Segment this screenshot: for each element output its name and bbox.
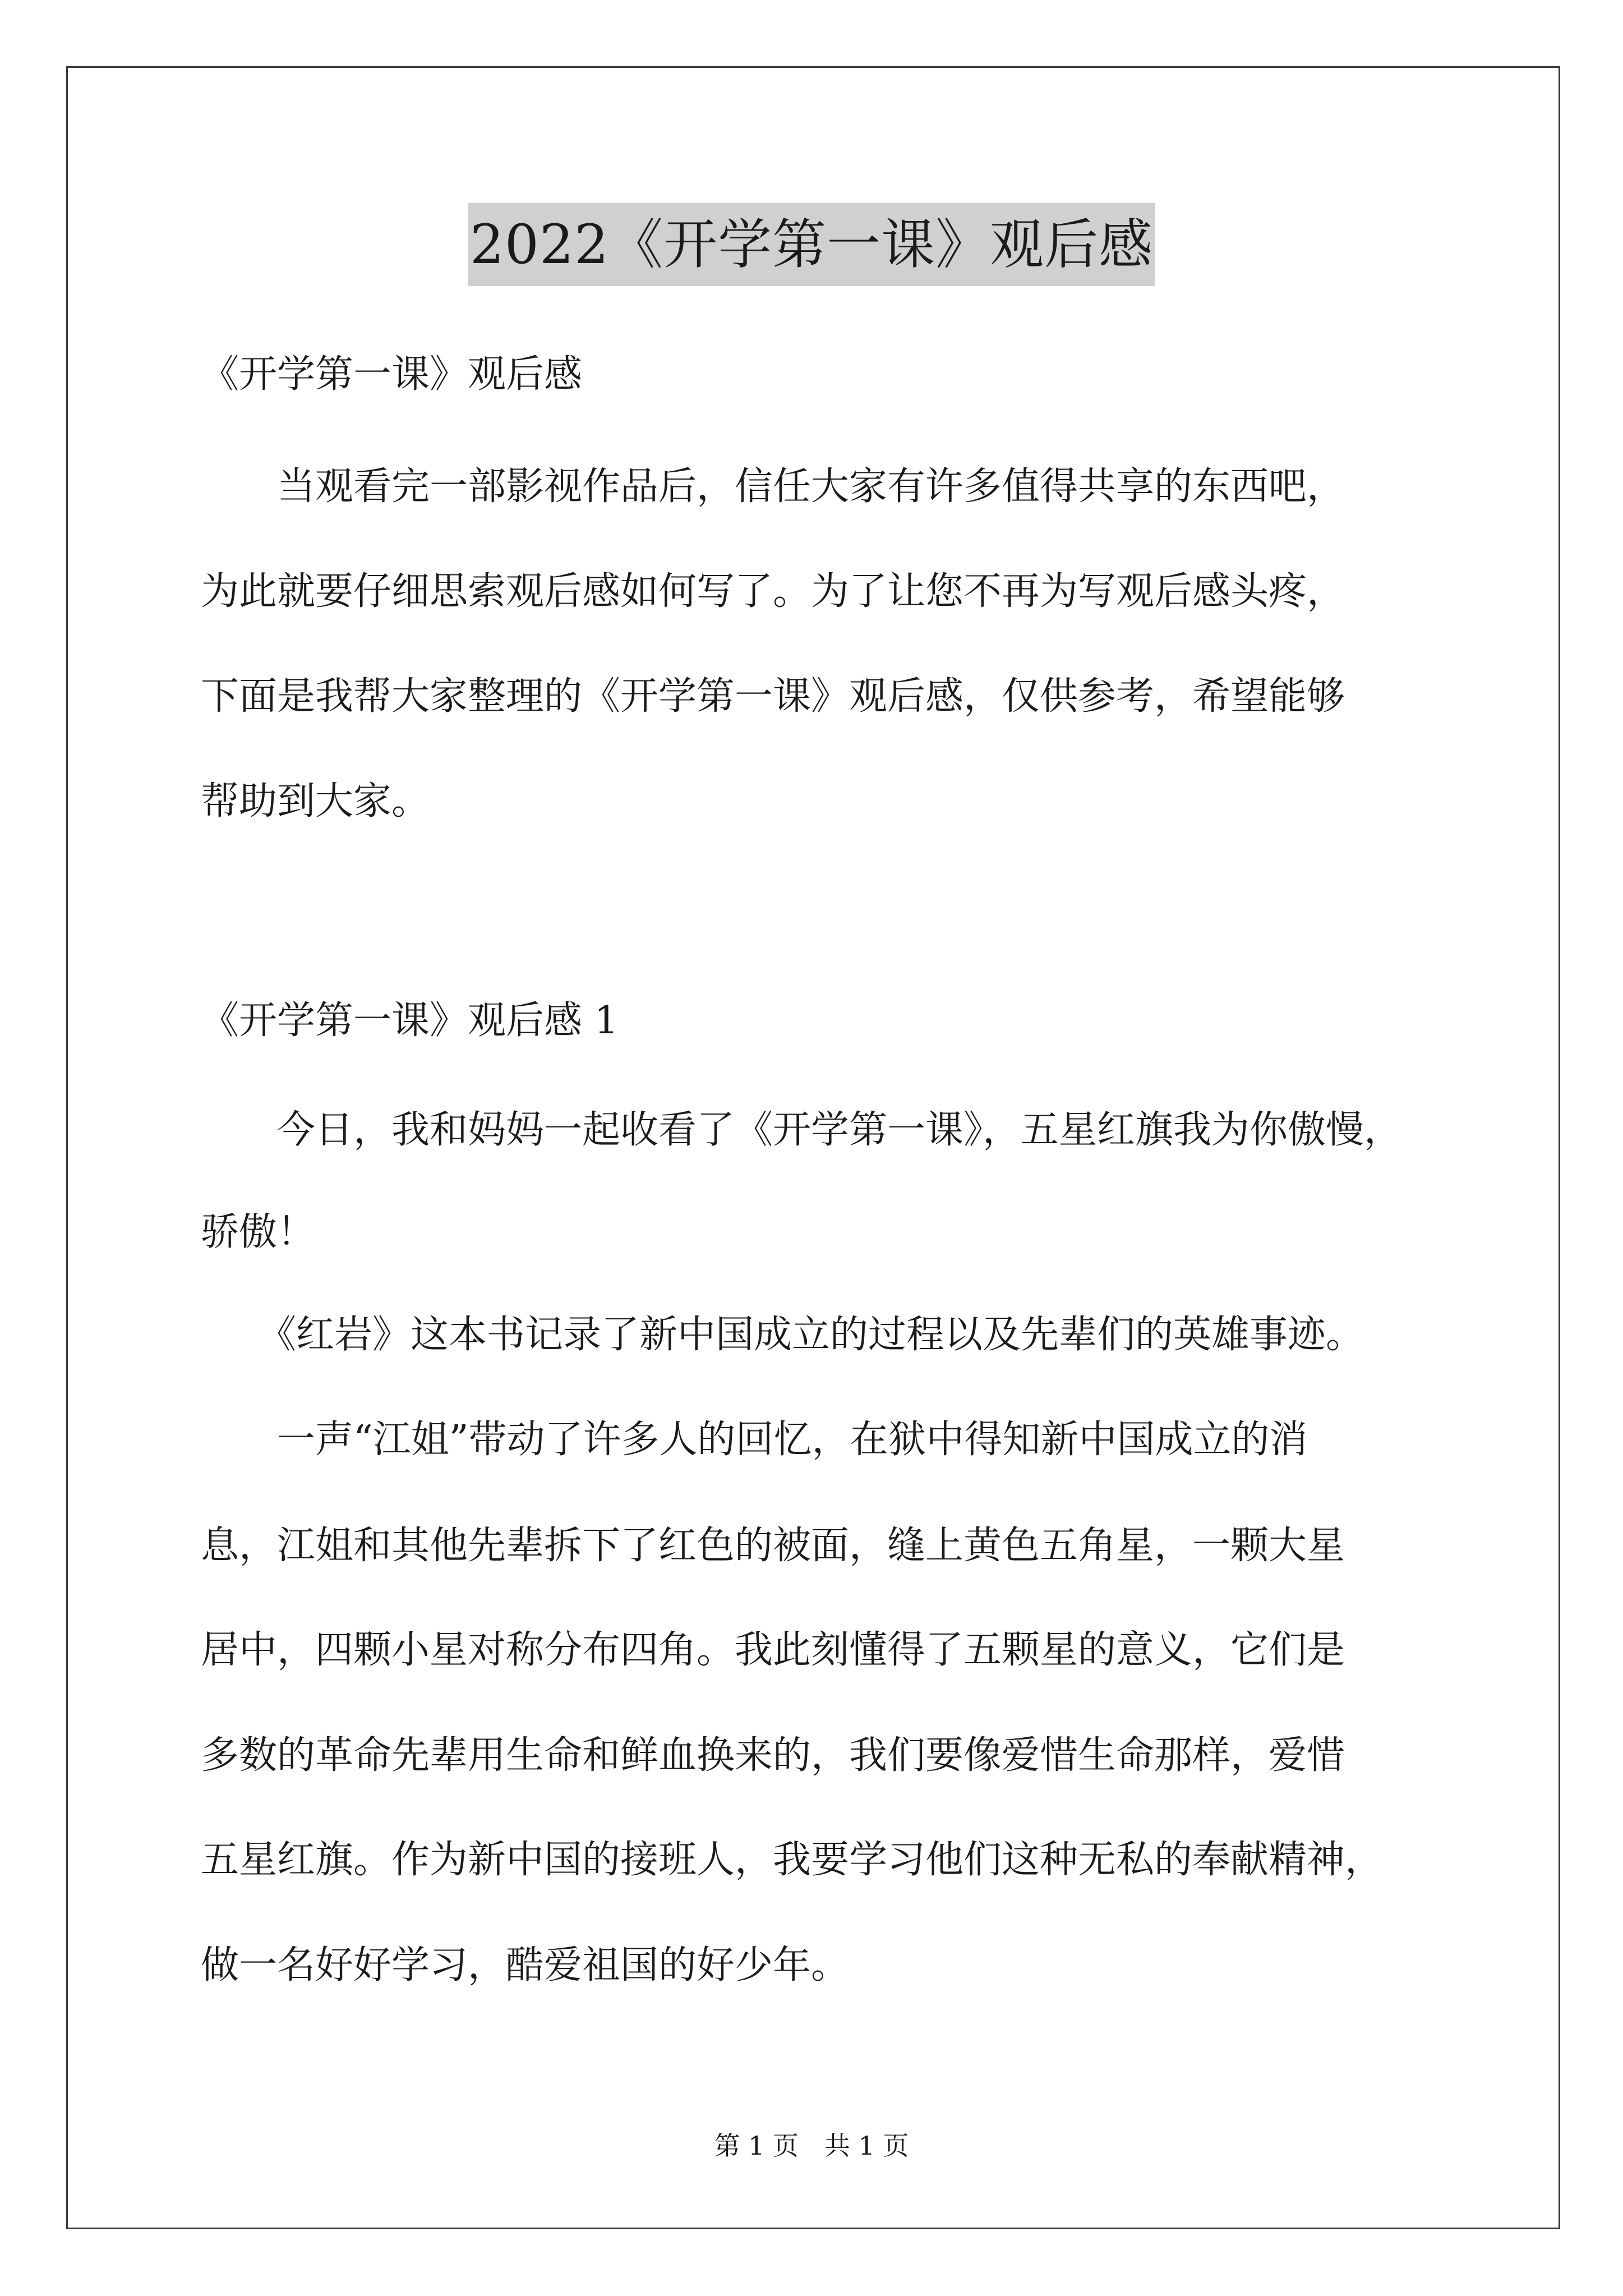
section1-line-2: 骄傲！ xyxy=(201,1210,316,1254)
intro-line-3: 下面是我帮大家整理的《开学第一课》观后感，仅供参考，希望能够 xyxy=(201,674,1345,719)
section1-heading: 《开学第一课》观后感 1 xyxy=(201,999,619,1043)
section1-line-9: 做一名好好学习，酷爱祖国的好少年。 xyxy=(201,1943,850,1987)
page-footer: 第 1 页 共 1 页 xyxy=(714,2131,909,2161)
document-title: 2022《开学第一课》观后感 xyxy=(468,203,1155,286)
section1-line-4: 一声“江姐”带动了许多人的回忆，在狱中得知新中国成立的消 xyxy=(201,1418,1308,1462)
title-container xyxy=(0,203,1623,286)
section1-line-3: 《红岩》这本书记录了新中国成立的过程以及先辈们的英雄事迹。 xyxy=(201,1313,1364,1357)
intro-heading: 《开学第一课》观后感 xyxy=(201,352,583,397)
section1-line-8: 五星红旗。作为新中国的接班人，我要学习他们这种无私的奉献精神， xyxy=(201,1838,1384,1882)
intro-line-1: 当观看完一部影视作品后，信任大家有许多值得共享的东西吧， xyxy=(201,464,1345,509)
section1-line-7: 多数的革命先辈用生命和鲜血换来的，我们要像爱惜生命那样，爱惜 xyxy=(201,1733,1345,1778)
section1-line-5: 息，江姐和其他先辈拆下了红色的被面，缝上黄色五角星，一颗大星 xyxy=(201,1524,1345,1568)
intro-line-4: 帮助到大家。 xyxy=(201,779,430,823)
intro-line-2: 为此就要仔细思索观后感如何写了。为了让您不再为写观后感头疼， xyxy=(201,569,1345,614)
section1-line-6: 居中，四颗小星对称分布四角。我此刻懂得了五颗星的意义，它们是 xyxy=(201,1628,1345,1672)
section1-line-1: 今日，我和妈妈一起收看了《开学第一课》，五星红旗我为你傲慢， xyxy=(201,1108,1403,1152)
